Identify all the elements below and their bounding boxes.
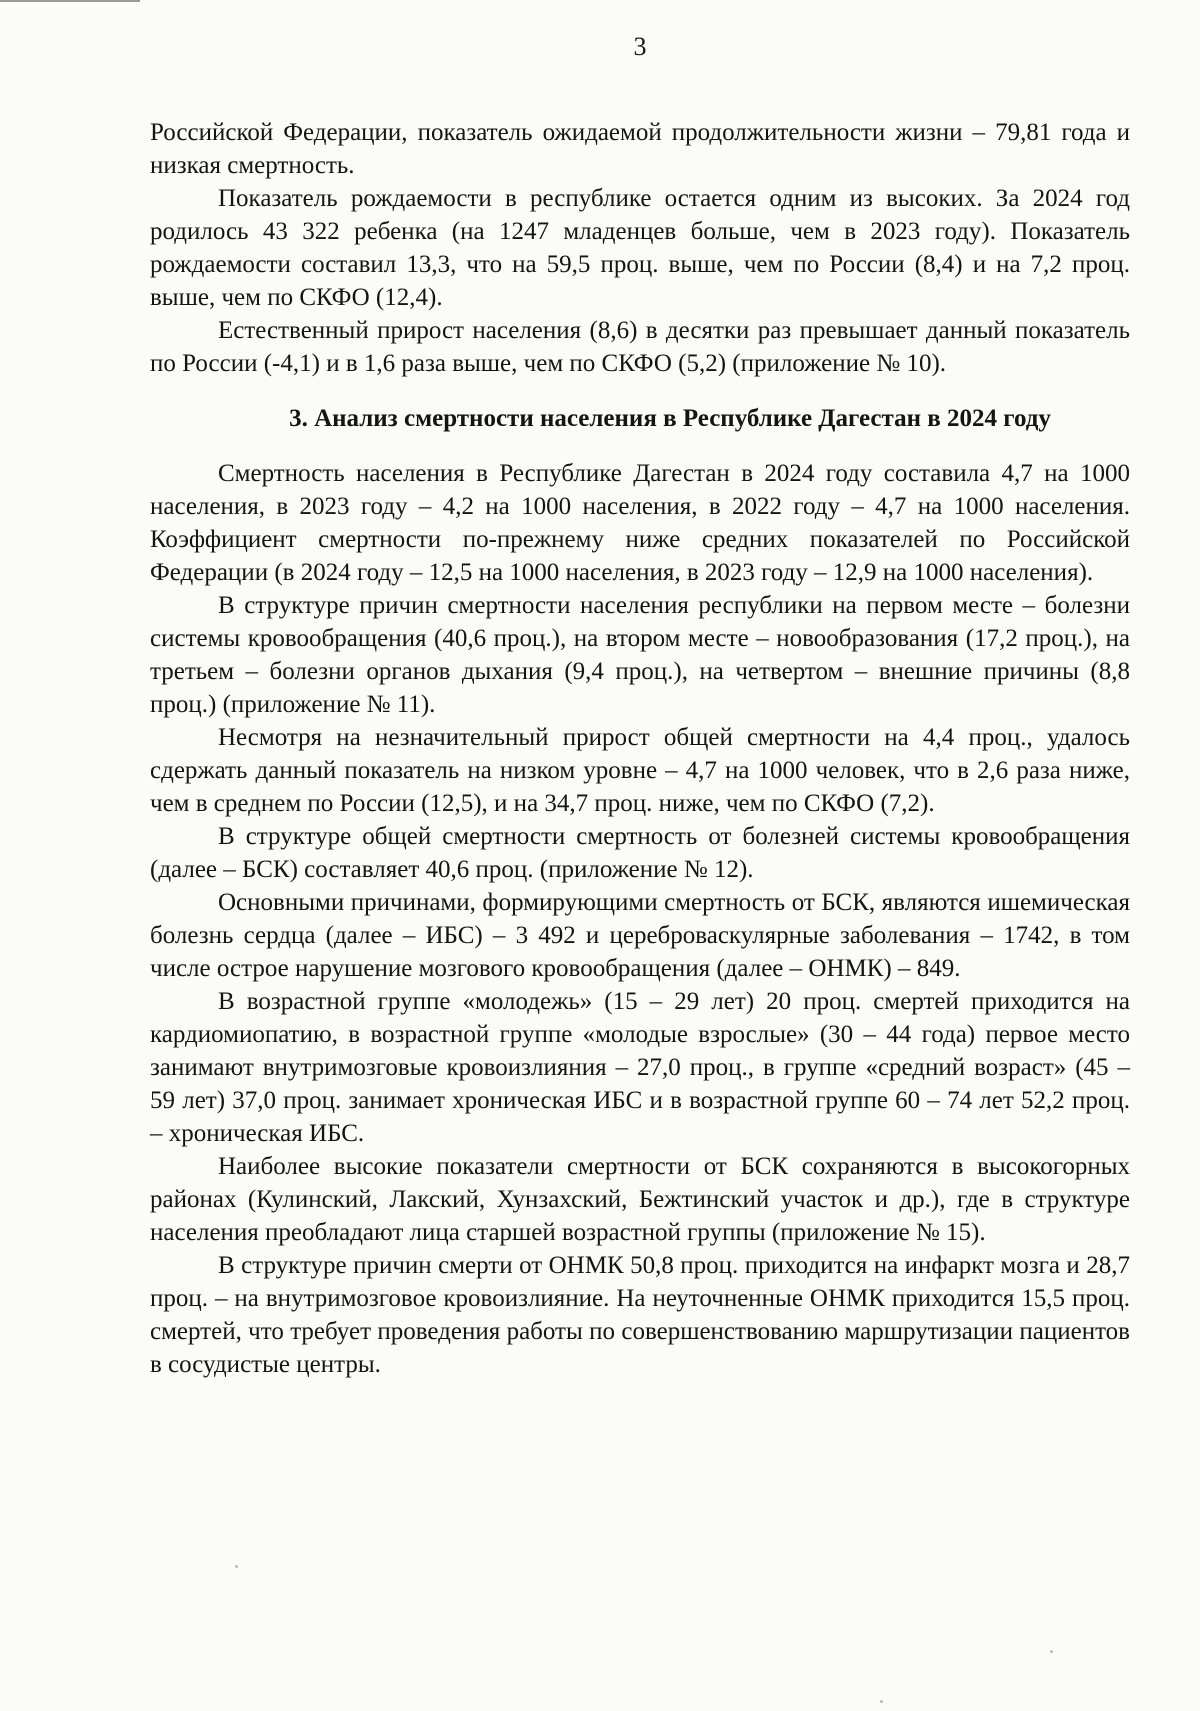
paragraph-onmk-causes: В структуре причин смерти от ОНМК 50,8 проц. приходится на инфаркт мозга и 28,7 проц. – на внутримозговое кровоизлияние. На неуточненные ОНМК приходится 15,5 проц. смертей, что требует проведения работы по совершенствованию маршрутизации пациентов в сосудистые центры. [150,1252,1130,1378]
document-body [150,116,1130,1381]
section-heading: 3. Анализ смертности населения в Республике Дагестан в 2024 году [289,405,1051,432]
paragraph-mortality-growth: Несмотря на незначительный прирост общей смертности на 4,4 проц., удалось сдержать данный показатель на низком уровне – 4,7 на 1000 человек, что в 2,6 раза ниже, чем в среднем по России (12,5), и на 34,7 проц. ниже, чем по СКФО (7,2). [150,724,1130,817]
paragraph-birth-rate: Показатель рождаемости в республике остается одним из высоких. За 2024 год родилось 43 322 ребенка (на 1247 младенцев больше, чем в 2023 году). Показатель рождаемости составил 13,3, что на 59,5 проц. выше, чем по России (8,4) и на 7,2 проц. выше, чем по СКФО (12,4). [150,185,1130,311]
page-number: 3 [633,32,647,61]
paragraph-bsk-share: В структуре общей смертности смертность от болезней системы кровообращения (далее – БСК) составляет 40,6 проц. (приложение № 12). [150,823,1130,883]
paragraph-bsk-causes: Основными причинами, формирующими смертность от БСК, являются ишемическая болезнь сердца (далее – ИБС) – 3 492 и цереброваскулярные заболевания – 1742, в том числе острое нарушение мозгового кровообращения (далее – ОНМК) – 849. [150,889,1130,982]
paragraph-continuation: Российской Федерации, показатель ожидаемой продолжительности жизни – 79,81 года и низкая смертность. [150,119,1130,179]
scan-edge-line [0,0,140,2]
paragraph-natural-growth: Естественный прирост населения (8,6) в десятки раз превышает данный показатель по России (-4,1) и в 1,6 раза выше, чем по СКФО (5,2) (приложение № 10). [150,317,1130,377]
scan-speck [235,1565,238,1568]
paragraph-highland-districts: Наиболее высокие показатели смертности от БСК сохраняются в высокогорных районах (Кулинский, Лакский, Хунзахский, Бежтинский участок и др.), где в структуре населения преобладают лица старшей возрастной группы (приложение № 15). [150,1153,1130,1246]
scan-speck [880,1700,883,1703]
paragraph-mortality-rate: Смертность населения в Республике Дагестан в 2024 году составила 4,7 на 1000 населения, в 2023 году – 4,2 на 1000 населения, в 2022 году – 4,7 на 1000 населения. Коэффициент смертности по-прежнему ниже средних показателей по Российской Федерации (в 2024 году – 12,5 на 1000 населения, в 2023 году – 12,9 на 1000 населения). [150,460,1130,586]
paragraph-age-groups: В возрастной группе «молодежь» (15 – 29 лет) 20 проц. смертей приходится на кардиомиопатию, в возрастной группе «молодые взрослые» (30 – 44 года) первое место занимают внутримозговые кровоизлияния – 27,0 проц., в группе «средний возраст» (45 – 59 лет) 37,0 проц. занимает хроническая ИБС и в возрастной группе 60 – 74 лет 52,2 проц. – хроническая ИБС. [150,988,1130,1147]
paragraph-mortality-structure: В структуре причин смертности населения республики на первом месте – болезни системы кровообращения (40,6 проц.), на втором месте – новообразования (17,2 проц.), на третьем – болезни органов дыхания (9,4 проц.), на четвертом – внешние причины (8,8 проц.) (приложение № 11). [150,592,1130,718]
scan-speck [1050,1650,1053,1653]
